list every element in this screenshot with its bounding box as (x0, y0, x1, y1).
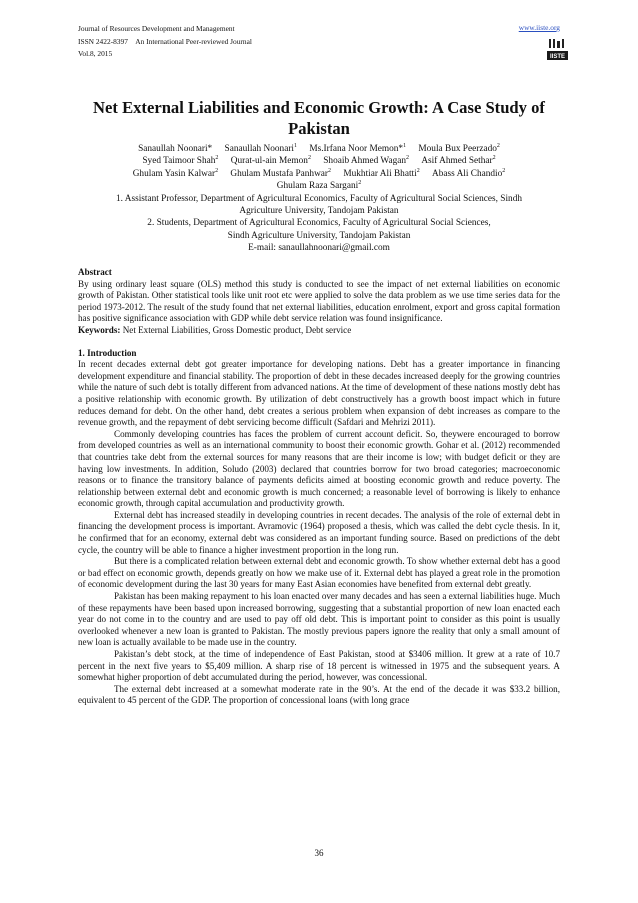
paper-title (78, 97, 560, 139)
volume: Vol.8, 2015 (78, 49, 113, 58)
affiliation-2-cont: Sindh Agriculture University, Tandojam Pakistan (227, 230, 411, 241)
logo-text: IISTE (549, 54, 566, 60)
author: Asif Ahmed Sethar$^2$ (421, 155, 496, 167)
issn: ISSN 2422-8397 (78, 36, 128, 46)
author-row-3 (78, 168, 560, 180)
page-number: 36 (314, 848, 324, 858)
issn-line (78, 36, 252, 49)
paper-body (78, 267, 560, 707)
title-line-2: Pakistan (288, 119, 350, 138)
paragraph: But there is a complicated relation between external debt and economic growth. To show whether external debt has a good or bad effect on economic growth, depends greatly on how we make use of it. External debt has played a great role in the promotion of economic development during the last 30 years for many East Asian economies have benefited from external debt greatly. (78, 556, 560, 590)
author: Qurat-ul-ain Memon$^2$ (230, 155, 311, 167)
paragraph: The external debt increased at a somewhat moderate rate in the 90’s. At the end of the decade it was $33.2 billion, equivalent to 45 percent of the GDP. The proportion of concessional loans (with long grace (78, 683, 560, 706)
paragraph: Pakistan’s debt stock, at the time of independence of East Pakistan, stood at $3406 million. It grew at a rate of 10.7 percent in the next five years to $5,409 million. A sharp rise of 18 percent is witnessed in 1975 and the subsequent years. A somewhat higher proportion of debt accumulated during the period, however, was concessional. (78, 649, 560, 683)
affiliation-1: 1. Assistant Professor, Department of Agricultural Economics, Faculty of Agricultural Social Sciences, Sindh (115, 193, 523, 204)
section-heading-introduction: 1. Introduction (78, 347, 137, 358)
running-header (78, 23, 252, 61)
author-row-4 (78, 180, 560, 192)
journal-name: Journal of Resources Development and Management (78, 24, 235, 33)
title-line-1: Net External Liabilities and Economic Growth: A Case Study of (93, 98, 545, 117)
author: Ghulam Yasin Kalwar$^2$ (132, 167, 219, 179)
paragraph: External debt has increased steadily in developing countries in recent decades. The analysis of the role of external debt in financing the development process is important. Avramovic (1964) proposed a thesis, which was called the debt cycle thesis. In it, he confirmed that for an economy, external debt was considered as an important funding source. Based on predictions of the debt cycle, the country will be able to finance a higher investment proportion in the long run. (78, 509, 560, 555)
affiliation-2: 2. Students, Department of Agricultural Economics, Faculty of Agricultural Social Sciences, (147, 218, 491, 229)
affiliation-1-cont: Agriculture University, Tandojam Pakistan (239, 206, 399, 217)
author-row-2 (78, 155, 560, 167)
paragraph: Commonly developing countries has faces the problem of current account deficit. So, theywere encouraged to borrow from developed countries as well as an international community to boost their economic growth. Gohar et al. (2012) recommended that countries take debt from the external sources for many reasons that are their income is low; with budget deficit or they are having low investments. In addition, Soludo (2003) declared that countries borrow for two broad categories; macroeconomic reasons or to finance the transitory balance of payments deficits aimed at boosting economic growth and reduce poverty. The relationship between external debt and economic growth is much concerned; a reasonable level of borrowing is likely to enhance economic growth, through capital accumulation and productivity growth. (78, 428, 560, 509)
paragraph: Pakistan has been making repayment to his loan enacted over many decades and has seen a external liabilities huge. Much of these repayments have been based upon increased borrowing, suggesting that a substantial proportion of new loan enacted each year do not come in to the country and are used to pay off old debt. This is important point to consider as this point is usually overlooked whenever a new loan is granted to Pakistan. The mostly previous papers ignore the reality that only a small amount of new loan is actually available to be made use in the country. (78, 591, 560, 648)
issn-description: An International Peer-reviewed Journal (135, 36, 252, 46)
author: Sanaullah Noonari$^1$ (224, 143, 297, 154)
author: Mukhtiar Ali Bhatti$^2$ (343, 167, 420, 179)
abstract-heading: Abstract (78, 267, 112, 277)
author: Ms.Irfana Noor Memon*$^1$ (309, 143, 407, 154)
keywords-text: Net External Liabilities, Gross Domestic product, Debt service (120, 324, 352, 335)
keywords-label: Keywords: (78, 324, 121, 335)
keywords (78, 325, 560, 337)
author: Shoaib Ahmed Wagan$^2$ (323, 155, 410, 167)
journal-url-link[interactable]: www.iiste.org (518, 23, 560, 32)
author: Ghulam Raza Sargani$^2$ (276, 180, 362, 192)
iiste-logo-icon (547, 37, 568, 60)
author: Syed Taimoor Shah$^2$ (142, 155, 219, 167)
author-row-1 (78, 143, 560, 155)
author: Ghulam Mustafa Panhwar$^2$ (230, 167, 332, 179)
author-block (78, 143, 560, 255)
paragraph: In recent decades external debt got greater importance for developing nations. Debt has a greater importance in financing development expenditure and financial stability. The proportion of debt in these decades increased deeply for the growing countries while the nature of such debt is totally different from advanced nations. At the time of development of these nations mostly debt has a positive relationship with economic growth. By utilization of debt constructively has a growth boost impact which in future reduces demand for debt. On the other hand, debt creates a serious problem when expansion of debt increases as compare to the revenue growth, and the repayment of debt servicing become difficult (Safdari and Mehrizi 2011). (78, 359, 560, 428)
email-line: E-mail: sanaullahnoonari@gmail.com (248, 243, 390, 254)
author: Sanaullah Noonari* (138, 144, 213, 154)
author: Moula Bux Peerzado$^2$ (418, 143, 500, 154)
abstract-text: By using ordinary least square (OLS) method this study is conducted to see the impact of net external liabilities on economic growth of Pakistan. Other statistical tools like unit root etc were applied to solve the data problem as we use time series data for the period 1973-2012. The result of the study found that net external liabilities, education enrolment, export and gross capital formation has positive significance association with GDP while debt service relation was found insignificance. (78, 278, 560, 324)
author: Abass Ali Chandio$^2$ (432, 167, 506, 179)
